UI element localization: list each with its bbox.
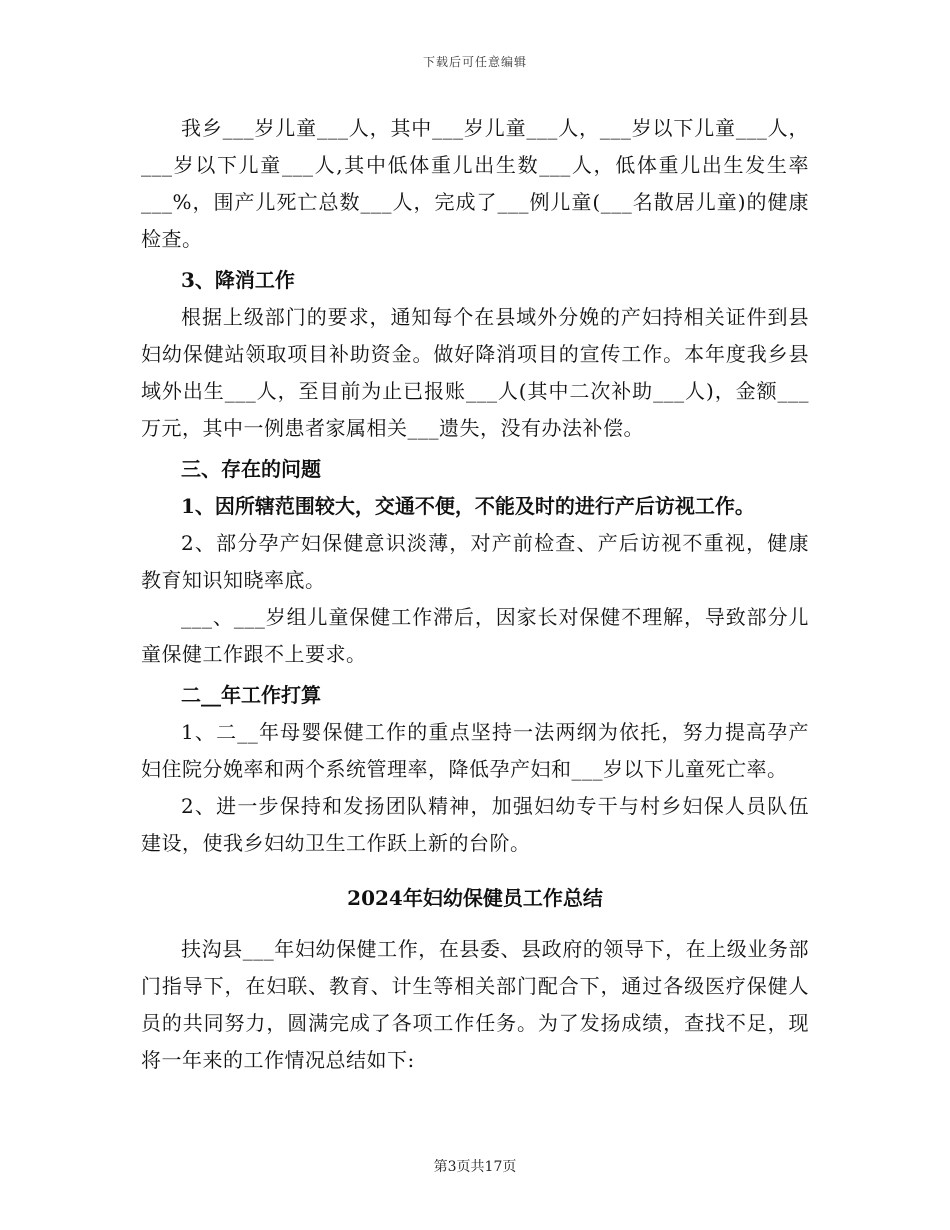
heading-reduction-work: 3、降消工作 bbox=[181, 268, 295, 292]
paragraph-reduction-work: 根据上级部门的要求，通知每个在县域外分娩的产妇持相关证件到县妇幼保健站领取项目补助资金。做好降消项目的宣传工作。本年度我乡县域外出生___人，至目前为止已报账___人(其中二次补助___人)，金额___万元，其中一例患者家属相关___遗失，没有办法补偿。 bbox=[141, 305, 809, 440]
page-footer: 第3页共17页 bbox=[433, 1159, 517, 1175]
paragraph-summary-intro: 扶沟县___年妇幼保健工作，在县委、县政府的领导下，在上级业务部门指导下，在妇联、教育、计生等相关部门配合下，通过各级医疗保健人员的共同努力，圆满完成了各项工作任务。为了发扬成绩，查找不足，现将一年来的工作情况总结如下: bbox=[141, 937, 809, 1072]
document-body bbox=[141, 110, 809, 1079]
heading-work-plan: 二__年工作打算 bbox=[181, 683, 321, 707]
problem-item-3: ___、___岁组儿童保健工作滞后，因家长对保健不理解，导致部分儿童保健工作跟不上要求。 bbox=[141, 605, 809, 666]
problem-item-2: 2、部分孕产妇保健意识淡薄，对产前检查、产后访视不重视，健康教育知识知晓率底。 bbox=[141, 531, 809, 592]
problem-item-1: 1、因所辖范围较大，交通不便，不能及时的进行产后访视工作。 bbox=[181, 494, 755, 518]
paragraph-child-health-stats: 我乡___岁儿童___人，其中___岁儿童___人，___岁以下儿童___人，___岁以下儿童___人,其中低体重儿出生数___人，低体重儿出生发生率___%，围产儿死亡总数___人，完成了___例儿童(___名散居儿童)的健康检查。 bbox=[141, 116, 809, 251]
heading-existing-problems: 三、存在的问题 bbox=[181, 457, 321, 481]
plan-item-1: 1、二__年母婴保健工作的重点坚持一法两纲为依托，努力提高孕产妇住院分娩率和两个系统管理率，降低孕产妇和___岁以下儿童死亡率。 bbox=[141, 720, 809, 781]
page-header: 下载后可任意编辑 bbox=[422, 55, 527, 69]
plan-item-2: 2、进一步保持和发扬团队精神，加强妇幼专干与村乡妇保人员队伍建设，使我乡妇幼卫生工作跃上新的台阶。 bbox=[141, 794, 809, 855]
document-title: 2024年妇幼保健员工作总结 bbox=[347, 886, 603, 910]
